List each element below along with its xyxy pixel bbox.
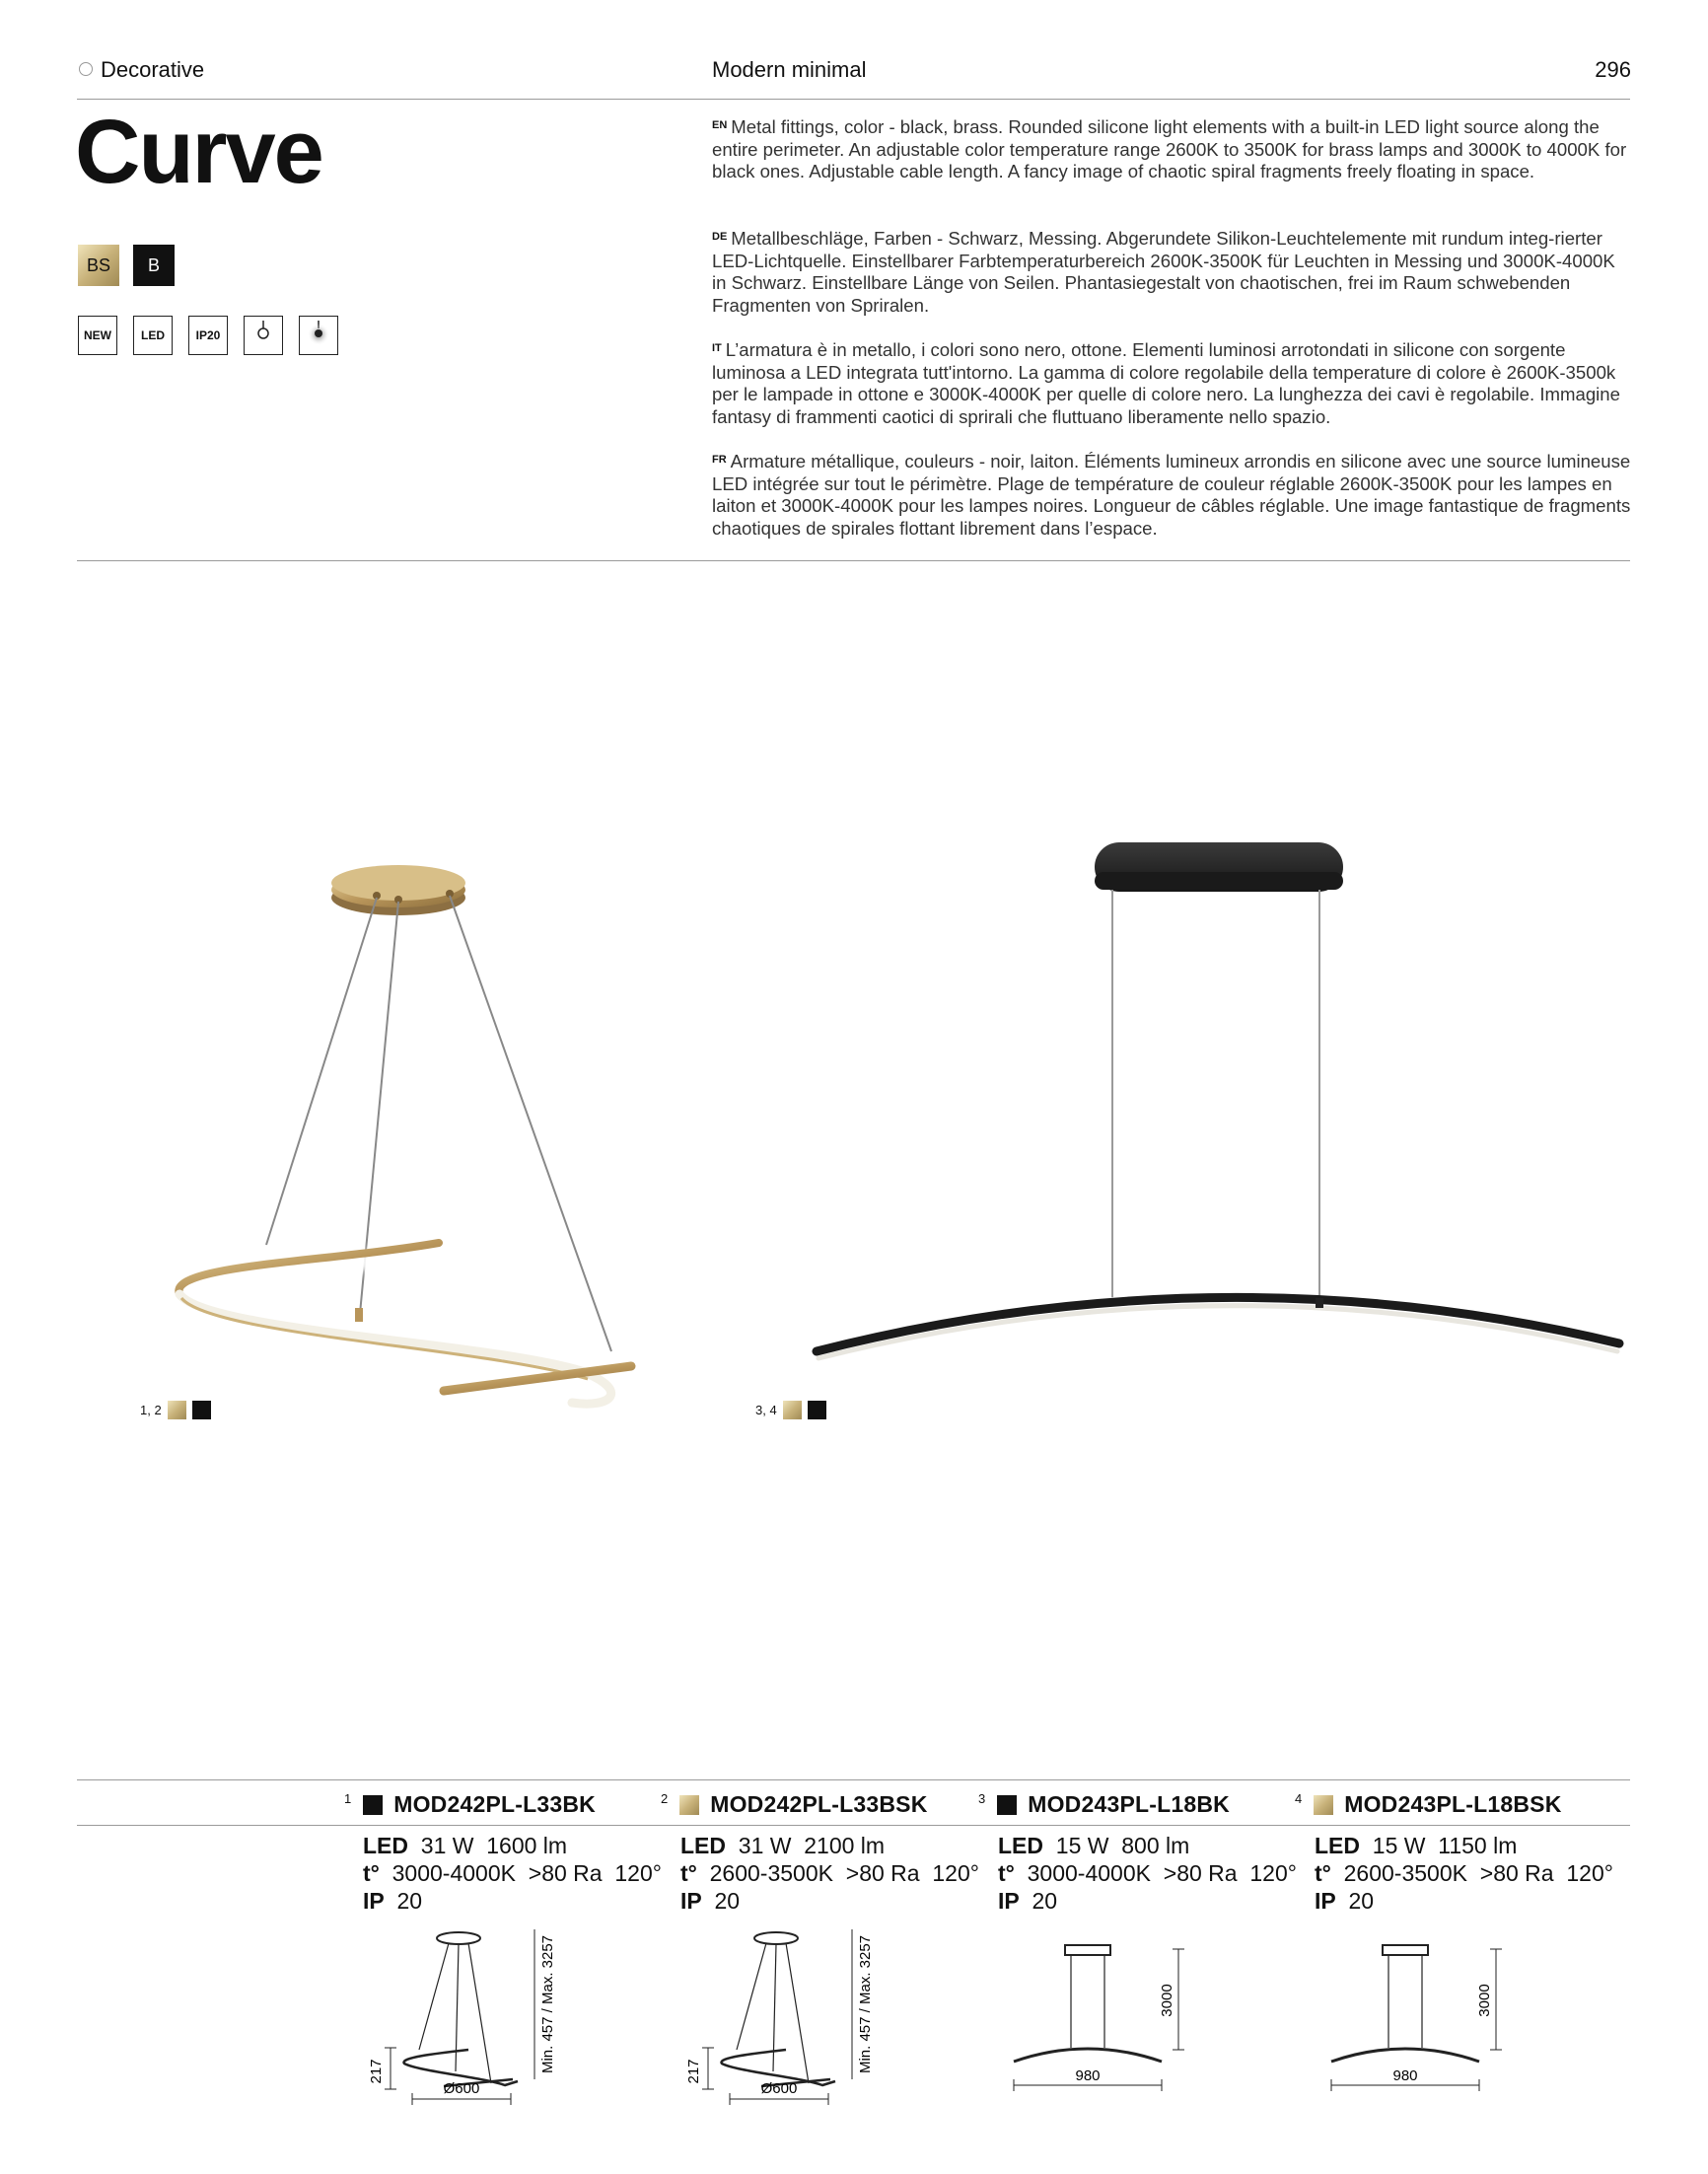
finish-swatch-brass[interactable]: BS: [78, 245, 119, 286]
finish-icon-brass: [783, 1401, 802, 1419]
photo-2-caption: 3, 4: [755, 1401, 826, 1419]
dimension-drawing-2: [682, 1923, 880, 2145]
specs-top-divider: [77, 1779, 1630, 1780]
circle-icon: [79, 62, 93, 76]
dim-height: 3000: [1476, 1984, 1493, 2017]
product-4-header: 4 MOD243PL-L18BSK: [1295, 1791, 1562, 1817]
dim-width: Ø600: [760, 2080, 798, 2097]
dim-cable: Min. 457 / Max. 3257: [539, 1934, 556, 2074]
finish-swatch-black[interactable]: B: [133, 245, 175, 286]
dim-width: Ø600: [443, 2080, 480, 2097]
pendant-icon: [249, 321, 278, 350]
dim-width: 980: [1075, 2067, 1101, 2084]
product-title: Curve: [75, 102, 322, 202]
badge-new: NEW: [78, 316, 117, 355]
dim-height: 217: [368, 2059, 385, 2084]
page-number: 296: [1595, 57, 1631, 82]
description-fr: $^{FR}$ Armature métallique, couleurs - noir, laiton. Éléments lumineux arrondis en silicone avec une source lumineuse LED intégrée sur tout le périmètre. Plage de température de couleur réglable 2600K-3500K pour les lampes en laiton et 3000K-4000K pour les lampes noires. Longueur de câbles réglable. Une image fantastique de fragments chaotiques de spirales flottant librement dans l’espace.: [712, 451, 1631, 539]
product-code: MOD242PL-L33BK: [393, 1791, 596, 1817]
dim-width: 980: [1392, 2067, 1418, 2084]
finish-icon-brass: [679, 1795, 699, 1815]
badge-ip20: IP20: [188, 316, 228, 355]
category-label: Decorative: [79, 57, 204, 83]
description-de: $^{DE}$ Metallbeschläge, Farben - Schwarz, Messing. Abgerundete Silikon-Leuchtelemente mit rundum integ-rierter LED-Lichtquelle. Einstellbarer Farbtemperaturbereich 2600K-3500K für Leuchten in Messing und 3000K-4000K in Schwarz. Einstellbare Länge von Seilen. Phantasiegestalt von chaotischen, frei im Raum schwebenden Fragmenten von Spriralen.: [712, 228, 1615, 316]
product-code: MOD242PL-L33BSK: [710, 1791, 928, 1817]
dim-height: 217: [685, 2059, 702, 2084]
collection-label: Modern minimal: [712, 57, 867, 82]
product-2-specs: LED 31 W 2100 lm t° 2600-3500K >80 Ra 120° IP 20: [680, 1833, 979, 1914]
specs-header-divider: [77, 1825, 1630, 1826]
photo-1-caption: 1, 2: [140, 1401, 211, 1419]
finish-icon-brass: [1314, 1795, 1333, 1815]
description-en: $^{EN}$ Metal fittings, color - black, brass. Rounded silicone light elements with a built-in LED light source along the entire perimeter. An adjustable color temperature range 2600K to 3500K for brass lamps and 3000K to 4000K for black ones. Adjustable cable length. A fancy image of chaotic spiral fragments freely floating in space.: [712, 116, 1627, 182]
product-code: MOD243PL-L18BSK: [1344, 1791, 1562, 1817]
badge-led: LED: [133, 316, 173, 355]
finish-icon-brass: [168, 1401, 186, 1419]
product-1-header: 1 MOD242PL-L33BK: [344, 1791, 596, 1817]
photo-curve-linear-pendant: [809, 838, 1637, 1391]
product-1-specs: LED 31 W 1600 lm t° 3000-4000K >80 Ra 120° IP 20: [363, 1833, 662, 1914]
finish-icon-black: [997, 1795, 1017, 1815]
badge-pendant: [244, 316, 283, 355]
dim-height: 3000: [1159, 1984, 1175, 2017]
finish-icon-black: [363, 1795, 383, 1815]
light-glow-icon: [304, 321, 333, 350]
product-3-header: 3 MOD243PL-L18BK: [978, 1791, 1230, 1817]
product-code: MOD243PL-L18BK: [1028, 1791, 1230, 1817]
product-4-specs: LED 15 W 1150 lm t° 2600-3500K >80 Ra 120° IP 20: [1315, 1833, 1613, 1914]
dimension-drawing-1: [365, 1923, 562, 2145]
dimension-drawing-3: [1006, 1933, 1203, 2101]
product-2-header: 2 MOD242PL-L33BSK: [661, 1791, 928, 1817]
product-3-specs: LED 15 W 800 lm t° 3000-4000K >80 Ra 120° IP 20: [998, 1833, 1297, 1914]
description-divider: [77, 560, 1630, 561]
dimension-drawing-4: [1323, 1933, 1521, 2101]
photo-curve-spiral-pendant: [158, 838, 671, 1411]
finish-icon-black: [192, 1401, 211, 1419]
header-divider: [77, 99, 1630, 100]
finish-icon-black: [808, 1401, 826, 1419]
dim-cable: Min. 457 / Max. 3257: [857, 1934, 874, 2074]
badge-light-glow: [299, 316, 338, 355]
description-it: $^{IT}$ L’armatura è in metallo, i colori sono nero, ottone. Elementi luminosi arrotondati in silicone con sorgente luminosa a LED integrata tutt'intorno. La gamma di colore regolabile della temperature di colore è 2600K-3500k per le lampade in ottone e 3000K-4000K per quelle di colore nero. La lunghezza dei cavi è regolabile. Immagine fantasy di frammenti caotici di sprirali che fluttuano liberamente nello spazio.: [712, 339, 1620, 427]
